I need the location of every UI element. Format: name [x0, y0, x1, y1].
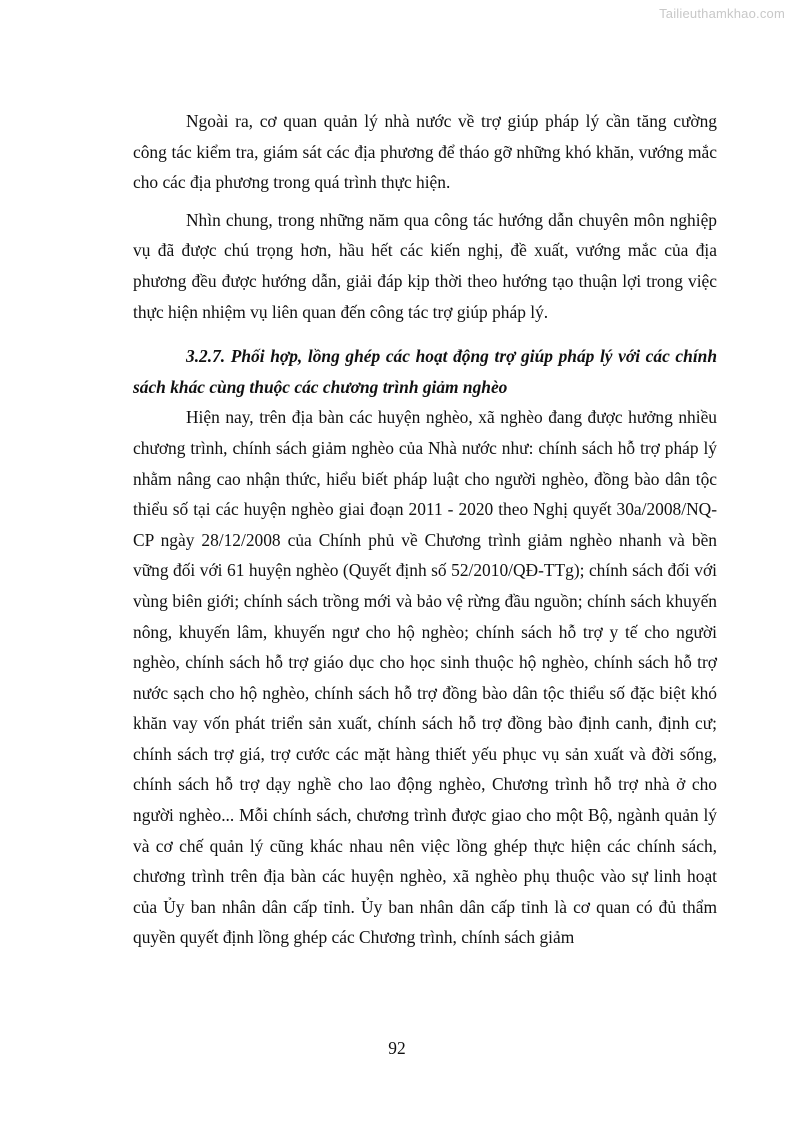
paragraph-oversight: Ngoài ra, cơ quan quản lý nhà nước về trợ giúp pháp lý cần tăng cường công tác kiểm tra, giám sát các địa phương để tháo gỡ những khó khăn, vướng mắc cho các địa phương trong quá trình thực hiện.	[133, 111, 717, 193]
section-heading-3-2-7: 3.2.7. Phối hợp, lồng ghép các hoạt động trợ giúp pháp lý với các chính sách khác cùng thuộc các chương trình giảm nghèo	[133, 346, 717, 397]
page-number: 92	[388, 1038, 406, 1058]
paragraph-poverty-programs: Hiện nay, trên địa bàn các huyện nghèo, xã nghèo đang được hưởng nhiều chương trình, chính sách giảm nghèo của Nhà nước như: chính sách hỗ trợ pháp lý nhằm nâng cao nhận thức, hiểu biết pháp luật cho người nghèo, đồng bào dân tộc thiểu số tại các huyện nghèo giai đoạn 2011 - 2020 theo Nghị quyết 30a/2008/NQ-CP ngày 28/12/2008 của Chính phủ về Chương trình giảm nghèo nhanh và bền vững đối với 61 huyện nghèo (Quyết định số 52/2010/QĐ-TTg); chính sách đối với vùng biên giới; chính sách trồng mới và bảo vệ rừng đầu nguồn; chính sách khuyến nông, khuyến lâm, khuyến ngư cho hộ nghèo; chính sách hỗ trợ y tế cho người nghèo, chính sách hỗ trợ giáo dục cho học sinh thuộc hộ nghèo, chính sách hỗ trợ nước sạch cho hộ nghèo, chính sách hỗ trợ đồng bào dân tộc thiểu số đặc biệt khó khăn vay vốn phát triển sản xuất, chính sách hỗ trợ đồng bào định canh, định cư; chính sách trợ giá, trợ cước các mặt hàng thiết yếu phục vụ sản xuất và đời sống, chính sách hỗ trợ dạy nghề cho lao động nghèo, Chương trình hỗ trợ nhà ở cho người nghèo... Mỗi chính sách, chương trình được giao cho một Bộ, ngành quản lý và cơ chế quản lý cũng khác nhau nên việc lồng ghép thực hiện các chính sách, chương trình trên địa bàn các huyện nghèo, xã nghèo phụ thuộc vào sự linh hoạt của Ủy ban nhân dân cấp tỉnh. Ủy ban nhân dân cấp tỉnh là cơ quan có đủ thẩm quyền quyết định lồng ghép các Chương trình, chính sách giảm	[133, 407, 717, 948]
paragraph-guidance-summary: Nhìn chung, trong những năm qua công tác hướng dẫn chuyên môn nghiệp vụ đã được chú trọng hơn, hầu hết các kiến nghị, đề xuất, vướng mắc của địa phương đều được hướng dẫn, giải đáp kịp thời theo hướng tạo thuận lợi trong việc thực hiện nhiệm vụ liên quan đến công tác trợ giúp pháp lý.	[133, 209, 717, 322]
page-body	[133, 106, 717, 953]
watermark-text: Tailieuthamkhao.com	[659, 6, 785, 21]
